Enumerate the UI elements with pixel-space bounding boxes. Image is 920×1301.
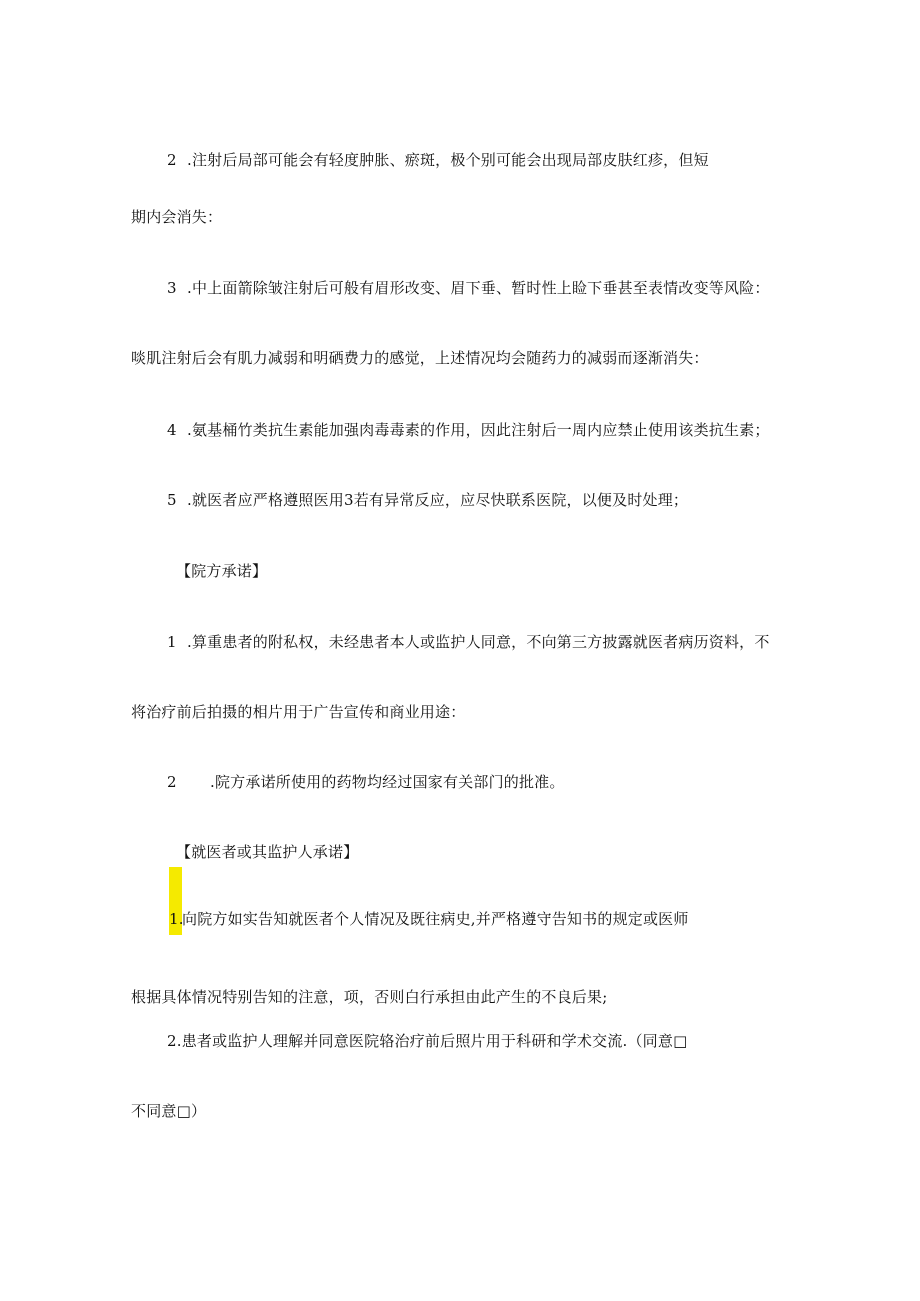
hospital-item-2-line-1 xyxy=(167,772,565,792)
patient-item-1-number: 1. xyxy=(169,910,184,928)
patient-commitment-heading: 【就医者或其监护人承诺】 xyxy=(176,843,359,861)
patient-item-1-line-2: 根据具体情况特别告知的注意，项，否则白行承担由此产生的不良后果; xyxy=(131,988,608,1006)
patient-item-1-line-1 xyxy=(169,909,689,929)
hospital-commitment-heading: 【院方承诺】 xyxy=(176,562,268,580)
paragraph-2-line-1 xyxy=(167,150,709,170)
patient-item-2-line-2: 不同意□） xyxy=(131,1102,207,1120)
paragraph-4-line-1 xyxy=(167,420,770,440)
patient-item-2-line-1: 2.患者或监护人理解并同意医院辂治疗前后照片用于科研和学术交流.（同意□ xyxy=(167,1032,688,1050)
paragraph-5-text: .就医者应严格遵照医用3若有异常反应，应尽快联系医院，以便及时处理； xyxy=(187,491,689,509)
paragraph-5-line-1 xyxy=(167,490,688,510)
paragraph-3-line-2: 啖肌注射后会有肌力减弱和明硒费力的感觉，上述情况均会随药力的减弱而逐渐消失： xyxy=(131,349,709,367)
hospital-item-2-text: .院方承诺所使用的药物均经过国家有关部门的批准。 xyxy=(210,773,565,791)
hospital-item-1-number: 1 xyxy=(167,633,177,651)
hospital-item-1-line-1 xyxy=(167,632,770,652)
paragraph-4-number: 4 xyxy=(167,421,177,439)
paragraph-4-text: .氨基桶竹类抗生素能加强肉毒毒素的作用，因此注射后一周内应禁止使用该类抗生素； xyxy=(187,421,770,439)
paragraph-3-number: 3 xyxy=(167,279,177,297)
paragraph-2-text: .注射后局部可能会有轻度肿胀、瘀斑，极个别可能会出现局部皮肤红疹，但短 xyxy=(187,151,709,169)
hospital-item-1-text: .算重患者的附私权，未经患者本人或监护人同意，不向第三方披露就医者病历资料，不 xyxy=(187,633,770,651)
paragraph-5-number: 5 xyxy=(167,491,177,509)
paragraph-2-number: 2 xyxy=(167,151,177,169)
hospital-item-1-line-2: 将治疗前后拍摄的相片用于广告宣传和商业用途： xyxy=(131,703,466,721)
paragraph-3-line-1 xyxy=(167,278,770,298)
patient-item-1-text: 向院方如实告知就医者个人情况及既往病史,并严格遵守告知书的规定或医师 xyxy=(182,910,689,928)
hospital-item-2-number: 2 xyxy=(167,773,177,791)
paragraph-3-text: .中上面箭除皱注射后可般有眉形改变、眉下垂、暂时性上睑下垂甚至表情改变等风险： xyxy=(187,279,770,297)
paragraph-2-line-2: 期内会消失： xyxy=(131,208,223,226)
